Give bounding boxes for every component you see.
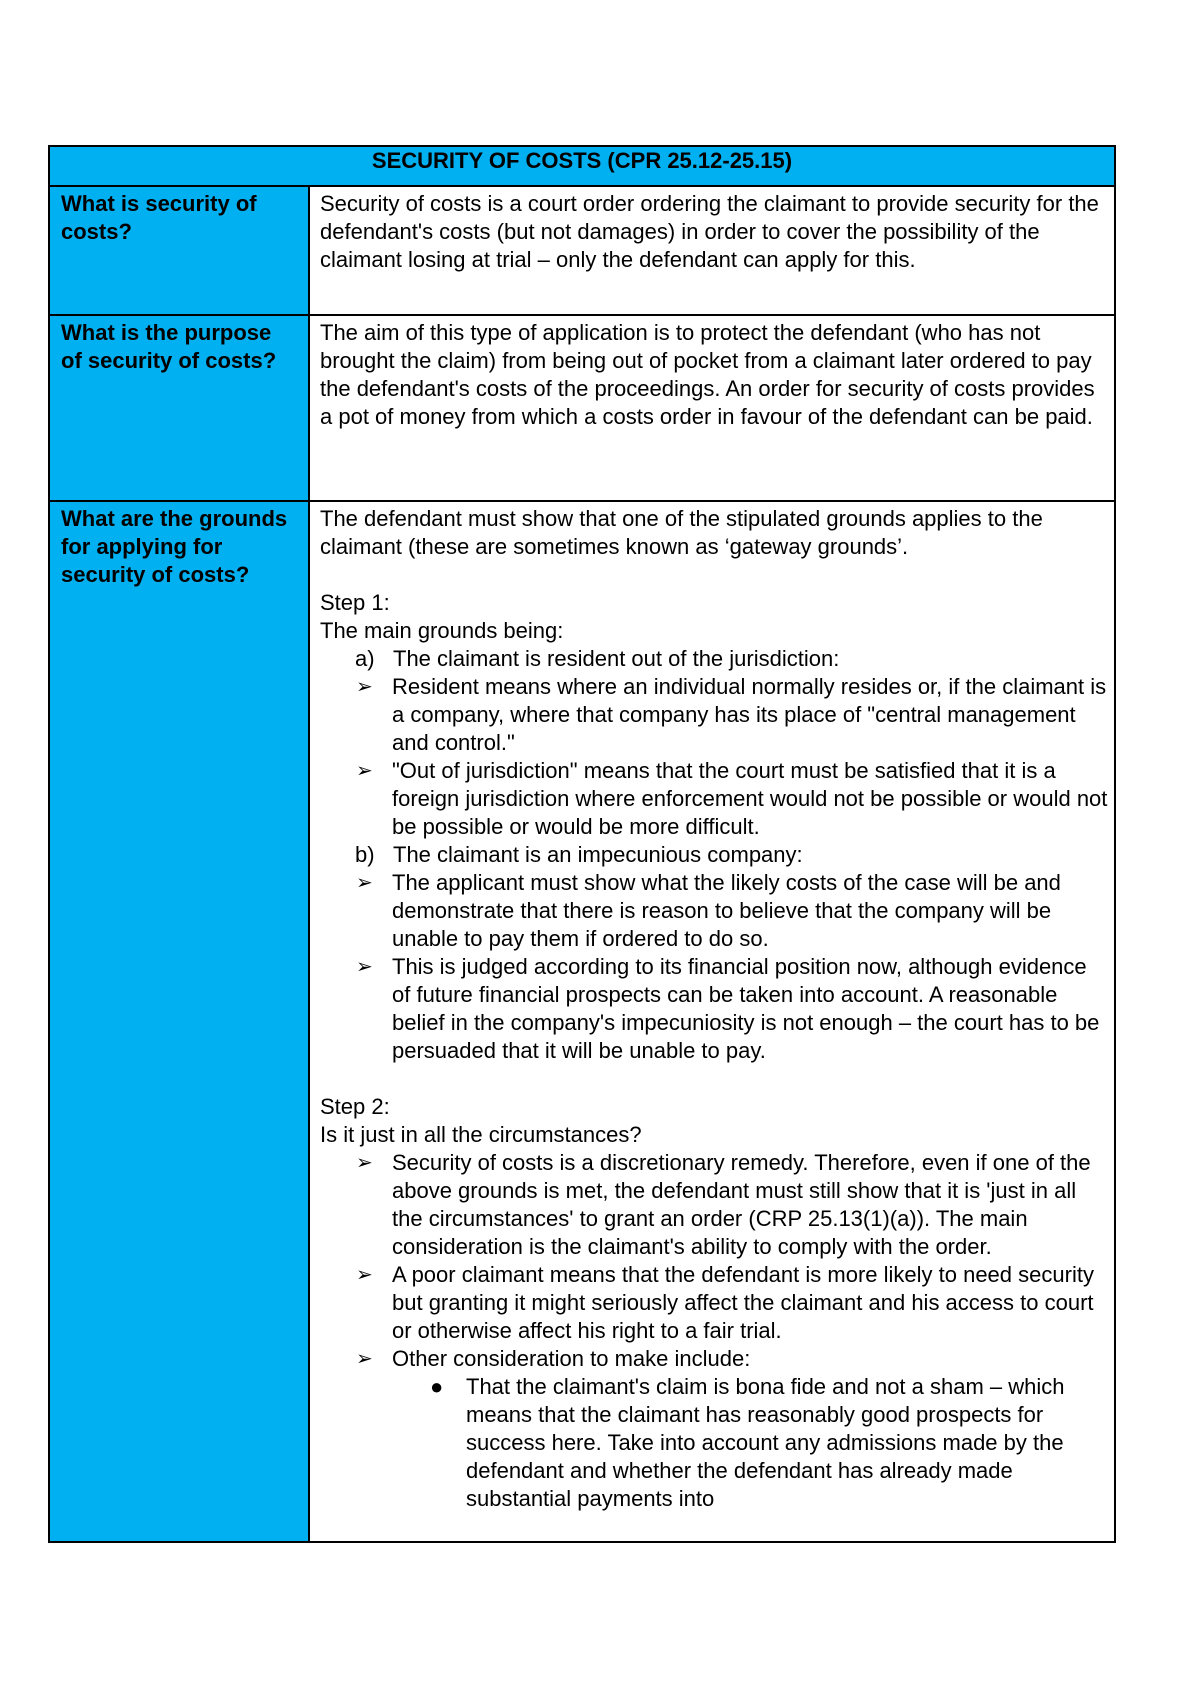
arrow-bullet-icon: ➢	[356, 872, 373, 894]
list-item-text: That the claimant's claim is bona fide and not a sham – which means that the claimant has reasonably good prospects for success here. Take into account any admissions made by the defendant and whether the defendant has already made substantial payments into	[466, 1374, 1065, 1511]
arrow-bullet-icon: ➢	[356, 1152, 373, 1174]
list-item	[320, 1373, 1108, 1513]
question-cell: What is security of costs?	[49, 186, 309, 315]
list-item	[320, 1345, 1108, 1373]
list-item-text: The claimant is resident out of the jurisdiction:	[393, 646, 840, 671]
list-item-text: A poor claimant means that the defendant is more likely to need security but granting it might seriously affect the claimant and his access to court or otherwise affect his right to a fair trial.	[392, 1262, 1094, 1343]
grounds-intro: The defendant must show that one of the stipulated grounds applies to the claimant (these are sometimes known as ‘gateway grounds’.	[320, 506, 1043, 559]
security-of-costs-table	[48, 145, 1116, 1543]
step-2-label: Step 2:	[320, 1094, 390, 1119]
table-row	[49, 186, 1115, 315]
arrow-bullet-icon: ➢	[356, 1264, 373, 1286]
dot-bullet-icon: ●	[430, 1374, 444, 1399]
arrow-bullet-icon: ➢	[356, 676, 373, 698]
ground-b	[320, 841, 1108, 869]
list-item-text: "Out of jurisdiction" means that the court must be satisfied that it is a foreign jurisdiction where enforcement would not be possible or would not be possible or would be more difficult.	[392, 758, 1108, 839]
list-item	[320, 673, 1108, 757]
list-item-text: Security of costs is a discretionary remedy. Therefore, even if one of the above grounds is met, the defendant must still show that it is 'just in all the circumstances' to grant an order (CRP 25.13(1)(a)). The main consideration is the claimant's ability to comply with the order.	[392, 1150, 1091, 1259]
step-1-label: Step 1:	[320, 590, 390, 615]
table-row	[49, 501, 1115, 1542]
question-cell: What is the purpose of security of costs?	[49, 315, 309, 501]
list-item	[320, 953, 1108, 1065]
ground-a	[320, 645, 1108, 673]
arrow-bullet-icon: ➢	[356, 760, 373, 782]
list-item-text: Resident means where an individual normally resides or, if the claimant is a company, where that company has its place of "central management and control."	[392, 674, 1107, 755]
answer-cell	[309, 501, 1115, 1542]
list-marker: b)	[355, 842, 375, 867]
answer-cell: The aim of this type of application is to protect the defendant (who has not brought the claim) from being out of pocket from a claimant later ordered to pay the defendant's costs of the proceedings. An order for security of costs provides a pot of money from which a costs order in favour of the defendant can be paid.	[309, 315, 1115, 501]
list-item-text: The applicant must show what the likely costs of the case will be and demonstrate that there is reason to believe that the company will be unable to pay them if ordered to do so.	[392, 870, 1061, 951]
list-item-text: This is judged according to its financial position now, although evidence of future financial prospects can be taken into account. A reasonable belief in the company's impecuniosity is not enough – the court has to be persuaded that it will be unable to pay.	[392, 954, 1100, 1063]
list-item	[320, 757, 1108, 841]
list-item	[320, 1149, 1108, 1261]
question-cell: What are the grounds for applying for security of costs?	[49, 501, 309, 1542]
table-row	[49, 315, 1115, 501]
list-item-text: The claimant is an impecunious company:	[393, 842, 803, 867]
list-item	[320, 1261, 1108, 1345]
step-1-lead: The main grounds being:	[320, 618, 564, 643]
list-marker: a)	[355, 646, 375, 671]
step-2-lead: Is it just in all the circumstances?	[320, 1122, 642, 1147]
list-item-text: Other consideration to make include:	[392, 1346, 751, 1371]
table-title: SECURITY OF COSTS (CPR 25.12-25.15)	[49, 146, 1115, 186]
list-item	[320, 869, 1108, 953]
arrow-bullet-icon: ➢	[356, 1348, 373, 1370]
answer-cell: Security of costs is a court order ordering the claimant to provide security for the defendant's costs (but not damages) in order to cover the possibility of the claimant losing at trial – only the defendant can apply for this.	[309, 186, 1115, 315]
arrow-bullet-icon: ➢	[356, 956, 373, 978]
